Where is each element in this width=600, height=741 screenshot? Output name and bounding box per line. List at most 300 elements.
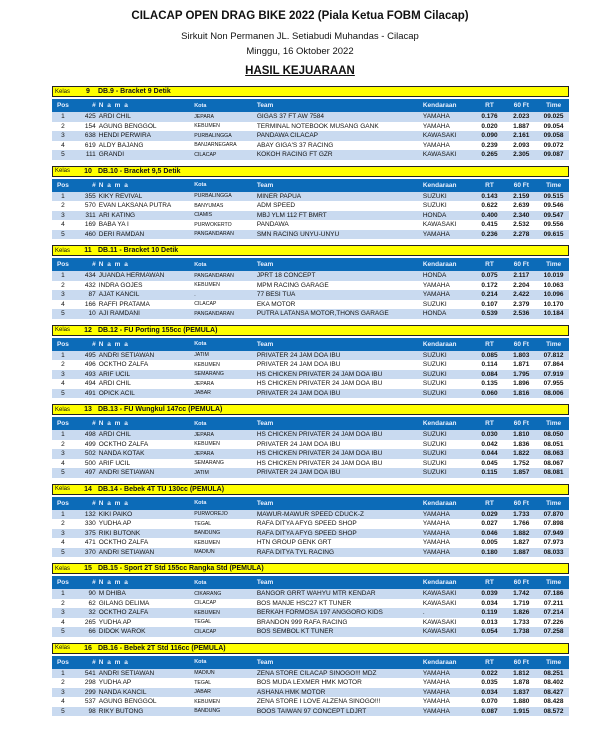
cell-sixty-ft: 1.733 xyxy=(513,618,530,626)
class-title-bar xyxy=(52,643,569,654)
cell-sixty-ft: 1.857 xyxy=(513,469,530,477)
cell-time: 07.919 xyxy=(543,370,564,378)
cell-team: BOS MANJE HSC27 KT TUNER xyxy=(256,599,352,607)
cell-vehicle: KAWASAKI xyxy=(422,618,457,626)
cell-sixty-ft: 2.379 xyxy=(513,300,530,308)
cell-name: YUDHA AP xyxy=(98,618,132,626)
cell-number: 265 xyxy=(84,618,96,626)
cell-pos: 4 xyxy=(61,221,65,229)
cell-name: OCKTHO ZALFA xyxy=(98,440,149,448)
cell-number: 496 xyxy=(84,361,96,369)
cell-number: 132 xyxy=(84,510,96,518)
event-date: Minggu, 16 Oktober 2022 xyxy=(246,46,354,57)
cell-vehicle: SUZUKI xyxy=(422,370,447,378)
cell-sixty-ft: 1.742 xyxy=(513,590,530,598)
cell-team: TERMINAL NOTEBOOK MUSANG GANK xyxy=(256,122,379,130)
cell-vehicle: YAMAHA xyxy=(422,230,450,238)
cell-vehicle: YAMAHA xyxy=(422,122,450,130)
cell-team: BOS MUDA LEXMER HMK MOTOR xyxy=(256,679,362,687)
table-row xyxy=(52,290,569,300)
column-header-number: # xyxy=(92,499,96,507)
cell-sixty-ft: 1.882 xyxy=(513,529,530,537)
kelas-number: 15 xyxy=(84,565,92,572)
cell-city: PANGANDARAN xyxy=(194,310,234,317)
column-header-team: Team xyxy=(256,420,274,427)
cell-number: 154 xyxy=(84,122,96,130)
cell-rt: 0.135 xyxy=(481,380,498,388)
cell-city: BANDUNG xyxy=(194,708,221,715)
cell-team: PRIVATER 24 JAM DOA IBU xyxy=(256,469,341,477)
cell-team: MAWUR-MAWUR SPEED CDUCK-Z xyxy=(256,510,364,518)
cell-city: JABAR xyxy=(194,689,211,696)
column-header-city: Kota xyxy=(194,420,207,427)
cell-name: ANDRI SETIAWAN xyxy=(98,548,155,556)
cell-vehicle: . xyxy=(422,609,425,617)
cell-pos: 3 xyxy=(61,609,65,617)
cell-rt: 0.034 xyxy=(481,599,498,607)
column-header-city: Kota xyxy=(194,659,207,665)
table-row xyxy=(52,351,569,361)
kelas-label: Kelas xyxy=(55,247,71,254)
cell-vehicle: SUZUKI xyxy=(422,469,447,477)
cell-vehicle: KAWASAKI xyxy=(422,628,457,636)
cell-pos: 5 xyxy=(61,707,65,715)
column-header-time: Time xyxy=(546,261,562,268)
cell-city: JEPARA xyxy=(194,431,214,438)
cell-rt: 0.539 xyxy=(481,310,498,318)
cell-rt: 0.034 xyxy=(481,688,498,696)
column-header-rt: RT xyxy=(485,579,494,586)
cell-rt: 0.084 xyxy=(481,370,498,378)
cell-name: ARDI CHIL xyxy=(98,431,131,439)
cell-number: 330 xyxy=(84,520,96,528)
cell-number: 638 xyxy=(84,132,96,140)
table-header xyxy=(52,497,569,510)
table-row xyxy=(52,697,569,707)
cell-number: 497 xyxy=(84,469,96,477)
table-header xyxy=(52,99,569,112)
column-header-team: Team xyxy=(256,102,274,109)
cell-city: KEBUMEN xyxy=(194,361,220,368)
cell-time: 08.033 xyxy=(543,548,564,556)
cell-number: 500 xyxy=(84,459,96,467)
cell-pos: 2 xyxy=(61,361,65,369)
column-header-name: N a m a xyxy=(98,579,129,586)
table-row xyxy=(52,211,569,221)
class-section xyxy=(52,404,569,478)
cell-number: 370 xyxy=(84,548,96,556)
cell-city: TEGAL xyxy=(194,679,212,686)
cell-name: AJI RAMDANI xyxy=(98,310,140,318)
cell-city: PURWOREJO xyxy=(194,511,228,518)
cell-rt: 0.107 xyxy=(481,300,498,308)
cell-city: PANGANDARAN xyxy=(194,272,234,279)
cell-team: KOKOH RACING FT GZR xyxy=(256,151,333,159)
column-header-sixty-ft: 60 Ft xyxy=(513,579,529,586)
cell-rt: 0.042 xyxy=(481,440,498,448)
cell-city: KEBUMEN xyxy=(194,609,220,616)
column-header-sixty-ft: 60 Ft xyxy=(513,181,529,189)
cell-rt: 0.214 xyxy=(481,291,498,299)
column-header-vehicle: Kendaraan xyxy=(422,499,457,507)
class-title-bar xyxy=(52,166,569,177)
cell-vehicle: KAWASAKI xyxy=(422,151,457,159)
cell-number: 494 xyxy=(84,380,96,388)
cell-vehicle: SUZUKI xyxy=(422,459,447,467)
cell-rt: 0.060 xyxy=(481,389,498,397)
cell-team: BRANDON 999 RAFA RACING xyxy=(256,618,348,626)
column-header-city: Kota xyxy=(194,579,207,586)
cell-city: MADIUN xyxy=(194,670,215,677)
kelas-number: 13 xyxy=(84,406,92,413)
cell-team: HS CHICKEN PRIVATER 24 JAM DOA IBU xyxy=(256,370,383,378)
cell-pos: 2 xyxy=(61,202,65,210)
kelas-label: Kelas xyxy=(55,168,71,174)
cell-sixty-ft: 2.305 xyxy=(513,151,530,159)
column-header-pos: Pos xyxy=(56,261,69,268)
cell-pos: 1 xyxy=(61,113,65,121)
cell-city: PURBALINGGA xyxy=(194,132,232,139)
cell-city: CIKARANG xyxy=(194,590,222,597)
cell-rt: 0.087 xyxy=(481,707,498,715)
table-row xyxy=(52,688,569,698)
cell-number: 299 xyxy=(84,688,96,696)
cell-name: ANDRI SETIAWAN xyxy=(98,351,155,359)
table-row xyxy=(52,192,569,202)
cell-name: AJAT KANCIL xyxy=(98,291,140,299)
class-section xyxy=(52,643,569,717)
cell-pos: 5 xyxy=(61,310,65,318)
cell-vehicle: KAWASAKI xyxy=(422,132,457,140)
cell-team: HS CHICKEN PRIVATER 24 JAM DOA IBU xyxy=(256,380,383,388)
cell-sixty-ft: 1.752 xyxy=(513,459,530,467)
column-header-pos: Pos xyxy=(56,102,69,109)
cell-sixty-ft: 2.340 xyxy=(513,211,530,219)
cell-number: 375 xyxy=(84,529,96,537)
cell-sixty-ft: 1.880 xyxy=(513,698,530,706)
cell-team: HTN GROUP GENK GRT xyxy=(256,539,332,547)
cell-name: HENDI PERWIRA xyxy=(98,132,151,140)
cell-pos: 3 xyxy=(61,450,65,458)
cell-number: 541 xyxy=(84,669,96,677)
class-section xyxy=(52,563,569,637)
cell-rt: 0.027 xyxy=(481,520,498,528)
cell-sixty-ft: 1.738 xyxy=(513,628,530,636)
table-row xyxy=(52,510,569,520)
column-header-team: Team xyxy=(256,579,274,586)
cell-time: 07.870 xyxy=(543,510,564,518)
table-row xyxy=(52,360,569,370)
cell-name: OCKTHO ZALFA xyxy=(98,609,149,617)
cell-team: RAFA DITYA TYL RACING xyxy=(256,548,335,556)
results-sections xyxy=(52,86,569,722)
cell-pos: 1 xyxy=(61,590,65,598)
cell-rt: 0.180 xyxy=(481,548,498,556)
table-row xyxy=(52,230,569,240)
column-header-city: Kota xyxy=(194,261,207,268)
cell-name: ARDI CHIL xyxy=(98,113,131,121)
table-row xyxy=(52,141,569,151)
cell-team: MBJ YLM 112 FT BMRT xyxy=(256,211,327,219)
table-header xyxy=(52,258,569,271)
event-venue: Sirkuit Non Permanen JL. Setiabudi Muhandas - Cilacap xyxy=(181,31,419,42)
column-header-pos: Pos xyxy=(56,340,69,348)
cell-pos: 3 xyxy=(61,688,65,696)
column-header-rt: RT xyxy=(485,181,494,189)
column-header-rt: RT xyxy=(485,658,494,666)
cell-time: 08.067 xyxy=(543,459,564,467)
cell-name: M DHIBA xyxy=(98,590,126,598)
cell-pos: 1 xyxy=(61,669,65,677)
cell-pos: 4 xyxy=(61,300,65,308)
column-header-name: N a m a xyxy=(98,181,129,189)
column-header-sixty-ft: 60 Ft xyxy=(513,499,529,507)
class-title-bar xyxy=(52,404,569,415)
cell-team: PRIVATER 24 JAM DOA IBU xyxy=(256,389,341,397)
cell-rt: 0.400 xyxy=(481,211,498,219)
cell-vehicle: KAWASAKI xyxy=(422,590,457,598)
cell-city: PURBALINGGA xyxy=(194,193,232,200)
table-row xyxy=(52,150,569,160)
column-header-name: N a m a xyxy=(98,340,129,348)
cell-number: 87 xyxy=(88,291,96,299)
cell-vehicle: YAMAHA xyxy=(422,688,450,696)
cell-time: 10.170 xyxy=(543,300,564,308)
class-section xyxy=(52,484,569,558)
column-header-pos: Pos xyxy=(56,420,69,427)
table-row xyxy=(52,201,569,211)
table-row xyxy=(52,389,569,399)
cell-rt: 0.176 xyxy=(481,113,498,121)
cell-rt: 0.239 xyxy=(481,141,498,149)
cell-team: ABAY GIGA'S 37 RACING xyxy=(256,141,334,149)
cell-pos: 4 xyxy=(61,141,65,149)
cell-vehicle: SUZUKI xyxy=(422,351,447,359)
column-header-rt: RT xyxy=(485,420,494,427)
cell-city: BANJARNEGARA xyxy=(194,142,237,149)
column-header-city: Kota xyxy=(194,500,207,506)
kelas-name: DB.11 - Bracket 10 Detik xyxy=(98,247,179,254)
cell-time: 08.427 xyxy=(543,688,564,696)
cell-time: 09.556 xyxy=(543,221,564,229)
cell-name: ALDY BAJANG xyxy=(98,141,144,149)
column-header-rt: RT xyxy=(485,102,494,109)
cell-sixty-ft: 2.093 xyxy=(513,141,530,149)
column-header-time: Time xyxy=(546,181,562,189)
cell-team: PRIVATER 24 JAM DOA IBU xyxy=(256,440,341,448)
cell-time: 09.515 xyxy=(543,192,564,200)
kelas-name: DB.13 - FU Wungkul 147cc (PEMULA) xyxy=(98,406,223,413)
kelas-name: DB.16 - Bebek 2T Std 116cc (PEMULA) xyxy=(98,644,226,652)
cell-time: 07.955 xyxy=(543,380,564,388)
cell-time: 08.081 xyxy=(543,469,564,477)
cell-city: CILACAP xyxy=(194,301,217,308)
cell-city: BANYUMAS xyxy=(194,202,224,209)
cell-name: RAFFI PRATAMA xyxy=(98,300,150,308)
table-row xyxy=(52,707,569,717)
kelas-label: Kelas xyxy=(55,565,71,572)
cell-name: AGUNG BENGGOL xyxy=(98,122,157,130)
cell-number: 10 xyxy=(88,310,96,318)
cell-vehicle: YAMAHA xyxy=(422,698,450,706)
cell-vehicle: SUZUKI xyxy=(422,431,447,439)
kelas-number: 11 xyxy=(84,247,92,254)
class-section xyxy=(52,86,569,160)
kelas-number: 9 xyxy=(86,88,90,95)
cell-sixty-ft: 1.837 xyxy=(513,688,530,696)
kelas-label: Kelas xyxy=(55,406,71,413)
table-row xyxy=(52,529,569,539)
cell-sixty-ft: 2.023 xyxy=(513,113,530,121)
cell-team: BOS SEMBOL KT TUNER xyxy=(256,628,334,636)
cell-time: 08.402 xyxy=(543,679,564,687)
column-header-vehicle: Kendaraan xyxy=(422,579,457,586)
cell-city: SEMARANG xyxy=(194,460,224,467)
cell-rt: 0.265 xyxy=(481,151,498,159)
table-row xyxy=(52,122,569,132)
cell-city: JEPARA xyxy=(194,113,214,120)
cell-number: 432 xyxy=(84,281,96,289)
cell-time: 07.211 xyxy=(543,599,564,607)
cell-rt: 0.005 xyxy=(481,539,498,547)
cell-team: PRIVATER 24 JAM DOA IBU xyxy=(256,351,341,359)
cell-team: MINER PAPUA xyxy=(256,192,302,200)
column-header-sixty-ft: 60 Ft xyxy=(513,102,529,109)
column-header-sixty-ft: 60 Ft xyxy=(513,340,529,348)
cell-sixty-ft: 1.812 xyxy=(513,669,530,677)
cell-number: 311 xyxy=(85,211,96,219)
cell-time: 08.572 xyxy=(543,707,564,715)
column-header-pos: Pos xyxy=(56,181,69,189)
cell-city: PANGANDARAN xyxy=(194,231,234,238)
cell-vehicle: YAMAHA xyxy=(422,548,450,556)
cell-vehicle: SUZUKI xyxy=(422,450,447,458)
table-row xyxy=(52,459,569,469)
cell-time: 07.973 xyxy=(543,539,564,547)
cell-number: 32 xyxy=(88,609,96,617)
cell-name: ANDRI SETIAWAN xyxy=(98,469,155,477)
cell-vehicle: SUZUKI xyxy=(422,192,447,200)
column-header-sixty-ft: 60 Ft xyxy=(513,420,529,427)
column-header-time: Time xyxy=(546,658,562,666)
cell-time: 08.050 xyxy=(543,431,564,439)
cell-team: MPM RACING GARAGE xyxy=(256,281,329,289)
cell-number: 90 xyxy=(88,590,96,598)
cell-sixty-ft: 2.422 xyxy=(513,291,530,299)
cell-sixty-ft: 1.822 xyxy=(513,450,530,458)
cell-sixty-ft: 2.204 xyxy=(513,281,530,289)
cell-rt: 0.143 xyxy=(481,192,498,200)
column-header-rt: RT xyxy=(485,261,494,268)
cell-name: OPICK ACIL xyxy=(98,389,135,397)
kelas-number: 16 xyxy=(84,644,92,652)
cell-name: INDRA GOJES xyxy=(98,281,143,289)
cell-sixty-ft: 1.836 xyxy=(513,440,530,448)
cell-name: AGUNG BENGGOL xyxy=(98,698,157,706)
cell-number: 498 xyxy=(84,431,96,439)
cell-name: NANDA KOTAK xyxy=(98,450,145,458)
cell-sixty-ft: 1.733 xyxy=(513,510,530,518)
cell-city: JATIM xyxy=(194,469,209,476)
cell-pos: 4 xyxy=(61,698,65,706)
cell-sixty-ft: 1.810 xyxy=(513,431,530,439)
table-row xyxy=(52,669,569,679)
cell-number: 499 xyxy=(84,440,96,448)
cell-vehicle: HONDA xyxy=(422,272,447,280)
cell-sixty-ft: 1.915 xyxy=(513,707,530,715)
cell-number: 166 xyxy=(84,300,96,308)
cell-city: SEMARANG xyxy=(194,371,224,378)
cell-time: 08.428 xyxy=(543,698,564,706)
cell-vehicle: SUZUKI xyxy=(422,440,447,448)
cell-sixty-ft: 1.766 xyxy=(513,520,530,528)
column-header-city: Kota xyxy=(194,182,207,188)
cell-number: 434 xyxy=(84,272,96,280)
cell-sixty-ft: 1.719 xyxy=(513,599,530,607)
cell-pos: 4 xyxy=(61,618,65,626)
cell-team: BANGOR GRRT WAHYU MTR KENDAR xyxy=(256,590,376,598)
cell-rt: 0.075 xyxy=(481,272,498,280)
cell-number: 493 xyxy=(84,370,96,378)
cell-number: 425 xyxy=(84,113,96,121)
column-header-vehicle: Kendaraan xyxy=(422,261,457,268)
table-row xyxy=(52,430,569,440)
cell-name: NANDA KANCIL xyxy=(98,688,147,696)
cell-pos: 3 xyxy=(61,132,65,140)
cell-time: 09.615 xyxy=(543,230,564,238)
cell-sixty-ft: 2.159 xyxy=(513,192,530,200)
cell-pos: 1 xyxy=(61,431,65,439)
class-section xyxy=(52,166,569,240)
cell-name: JUANDA HERMAWAN xyxy=(98,272,165,280)
cell-time: 09.025 xyxy=(543,113,564,121)
cell-rt: 0.046 xyxy=(481,529,498,537)
cell-team: HS CHICKEN PRIVATER 24 JAM DOA IBU xyxy=(256,459,383,467)
cell-pos: 3 xyxy=(61,291,65,299)
table-row xyxy=(52,271,569,281)
column-header-team: Team xyxy=(256,181,274,189)
column-header-number: # xyxy=(92,102,96,109)
cell-city: TEGAL xyxy=(194,520,212,527)
cell-city: JEPARA xyxy=(194,450,214,457)
column-header-number: # xyxy=(92,261,96,268)
cell-city: KEBUMEN xyxy=(194,282,220,289)
column-header-vehicle: Kendaraan xyxy=(422,102,457,109)
cell-number: 495 xyxy=(84,351,96,359)
cell-time: 07.226 xyxy=(543,618,564,626)
column-header-vehicle: Kendaraan xyxy=(422,340,457,348)
cell-name: ARDI CHIL xyxy=(98,380,131,388)
cell-name: DERI RAMDAN xyxy=(98,230,145,238)
column-header-vehicle: Kendaraan xyxy=(422,658,457,666)
cell-team: ZENA STORE I LOVE ALZENA SINOGO!!! xyxy=(256,698,381,706)
cell-rt: 0.054 xyxy=(481,628,498,636)
cell-team: JPRT 18 CONCEPT xyxy=(256,272,316,280)
cell-city: KEBUMEN xyxy=(194,123,220,130)
table-row xyxy=(52,309,569,319)
cell-number: 62 xyxy=(88,599,96,607)
cell-vehicle: YAMAHA xyxy=(422,679,450,687)
cell-vehicle: YAMAHA xyxy=(422,141,450,149)
cell-number: 355 xyxy=(84,192,96,200)
class-section xyxy=(52,325,569,399)
table-row xyxy=(52,627,569,637)
column-header-name: N a m a xyxy=(98,261,129,268)
class-title-bar xyxy=(52,86,569,97)
cell-pos: 3 xyxy=(61,211,65,219)
cell-city: . xyxy=(194,291,196,298)
column-header-name: N a m a xyxy=(98,102,129,109)
